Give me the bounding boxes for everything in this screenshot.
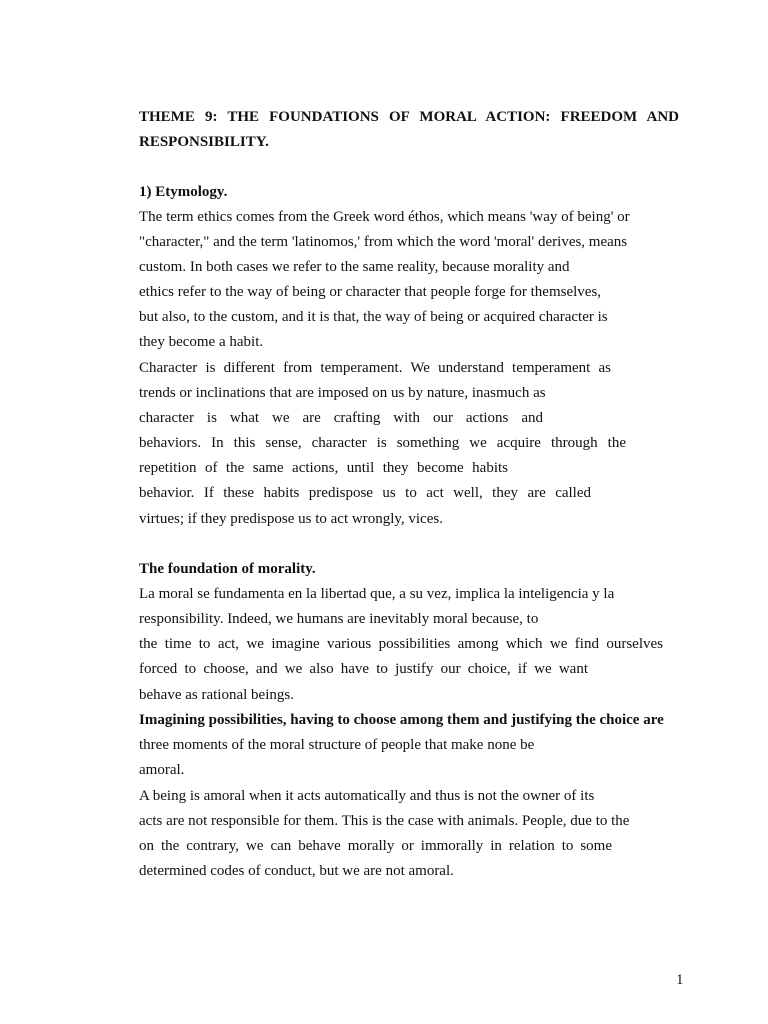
paragraph-line: but also, to the custom, and it is that, the way of being or acquired character is (139, 309, 608, 325)
paragraph-line: acts are not responsible for them. This is the case with animals. People, due to the (139, 813, 630, 829)
paragraph-line: trends or inclinations that are imposed on us by nature, inasmuch as (139, 385, 546, 401)
paragraph-line: character is what we are crafting with our actions and (139, 410, 543, 426)
paragraph-line: behaviors. In this sense, character is something we acquire through the (139, 435, 626, 451)
paragraph-line: behave as rational beings. (139, 687, 294, 703)
section-heading-foundation: The foundation of morality. (139, 561, 316, 577)
paragraph-line: Character is different from temperament. We understand temperament as (139, 360, 611, 376)
page-number: 1 (676, 972, 684, 988)
paragraph-line: three moments of the moral structure of people that make none be (139, 737, 535, 753)
paragraph-line: determined codes of conduct, but we are not amoral. (139, 863, 454, 879)
paragraph-line: amoral. (139, 762, 185, 778)
paragraph-line: they become a habit. (139, 334, 264, 350)
title-line-1: THEME 9: THE FOUNDATIONS OF MORAL ACTION: FREEDOM AND (139, 109, 679, 125)
paragraph-line: on the contrary, we can behave morally or immorally in relation to some (139, 838, 612, 854)
section-heading-etymology: 1) Etymology. (139, 184, 228, 200)
paragraph-line: the time to act, we imagine various possibilities among which we find ourselves (139, 636, 663, 652)
paragraph-line: responsibility. Indeed, we humans are inevitably moral because, to (139, 611, 539, 627)
paragraph-line: ethics refer to the way of being or character that people forge for themselves, (139, 284, 602, 300)
paragraph-line-bold: Imagining possibilities, having to choose among them and justifying the choice are (139, 712, 664, 728)
paragraph-line: "character," and the term 'latinomos,' from which the word 'moral' derives, means (139, 234, 628, 250)
paragraph-line: behavior. If these habits predispose us to act well, they are called (139, 485, 591, 501)
title-line-2: RESPONSIBILITY. (139, 134, 269, 150)
paragraph-line: repetition of the same actions, until they become habits (139, 460, 508, 476)
paragraph-line: A being is amoral when it acts automatically and thus is not the owner of its (139, 788, 595, 804)
paragraph-line: virtues; if they predispose us to act wrongly, vices. (139, 511, 443, 527)
paragraph-line: The term ethics comes from the Greek word éthos, which means 'way of being' or (139, 209, 630, 225)
paragraph-line: custom. In both cases we refer to the same reality, because morality and (139, 259, 570, 275)
paragraph-line: La moral se fundamenta en la libertad que, a su vez, implica la inteligencia y la (139, 586, 615, 602)
paragraph-line: forced to choose, and we also have to justify our choice, if we want (139, 661, 588, 677)
